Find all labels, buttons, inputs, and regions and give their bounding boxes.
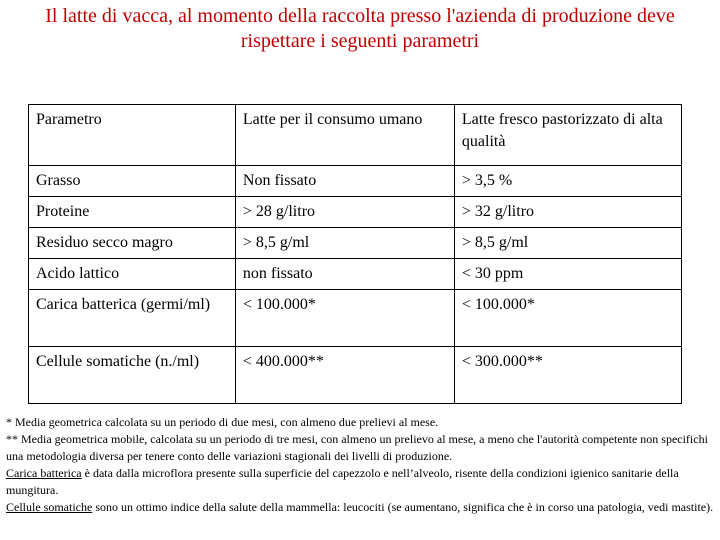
table-cell: non fissato	[235, 259, 454, 290]
table-row	[29, 228, 682, 259]
footnote-2: ** Media geometrica mobile, calcolata su un periodo di tre mesi, con almeno un prelievo al mese, a meno che l'autorità competente non specifichi una metodologia diversa per tenere conto delle variazioni stagionali dei livelli di produzione.	[6, 432, 708, 463]
table-cell: Grasso	[29, 166, 236, 197]
footnote-cellule-somatiche	[6, 499, 714, 516]
table-cell: > 8,5 g/ml	[454, 228, 681, 259]
table-row	[29, 290, 682, 347]
footnote-carica-batterica	[6, 465, 714, 499]
table-cell: Residuo secco magro	[29, 228, 236, 259]
table-row	[29, 197, 682, 228]
table-cell: < 300.000**	[454, 347, 681, 404]
header-cell-consumo-umano: Latte per il consumo umano	[235, 105, 454, 166]
title-line-1: Il latte di vacca, al momento della raccolta presso l'azienda di produzione deve	[45, 5, 675, 27]
table-cell: > 28 g/litro	[235, 197, 454, 228]
table-cell: Non fissato	[235, 166, 454, 197]
page-title	[0, 4, 720, 54]
table-row	[29, 166, 682, 197]
footnote-1: * Media geometrica calcolata su un periodo di due mesi, con almeno due prelievi al mese.	[6, 415, 439, 429]
header-cell-parametro: Parametro	[29, 105, 236, 166]
table-cell: > 32 g/litro	[454, 197, 681, 228]
table-row	[29, 259, 682, 290]
footnote-carica-batterica-text: è data dalla microflora presente sulla superficie del capezzolo e nell’alveolo, risente della condizioni igienico sanitarie della mungitura.	[6, 466, 679, 497]
table-header-row	[29, 105, 682, 166]
parameters-table	[28, 104, 682, 404]
table-cell: Acido lattico	[29, 259, 236, 290]
table-cell: < 30 ppm	[454, 259, 681, 290]
term-cellule-somatiche: Cellule somatiche	[6, 500, 93, 514]
table-cell: < 100.000*	[235, 290, 454, 347]
table-cell: > 3,5 %	[454, 166, 681, 197]
footnote-cellule-somatiche-text: sono un ottimo indice della salute della mammella: leucociti (se aumentano, significa che è in corso una patologia, vedi mastite).	[92, 500, 714, 514]
table-row	[29, 347, 682, 404]
table-cell: < 400.000**	[235, 347, 454, 404]
table-cell: Carica batterica (germi/ml)	[29, 290, 236, 347]
header-cell-alta-qualita: Latte fresco pastorizzato di alta qualità	[454, 105, 681, 166]
title-line-2: rispettare i seguenti parametri	[240, 30, 480, 52]
term-carica-batterica: Carica batterica	[6, 466, 82, 480]
table-cell: > 8,5 g/ml	[235, 228, 454, 259]
table-cell: Cellule somatiche (n./ml)	[29, 347, 236, 404]
table-cell: < 100.000*	[454, 290, 681, 347]
footnotes	[6, 414, 714, 516]
table-cell: Proteine	[29, 197, 236, 228]
